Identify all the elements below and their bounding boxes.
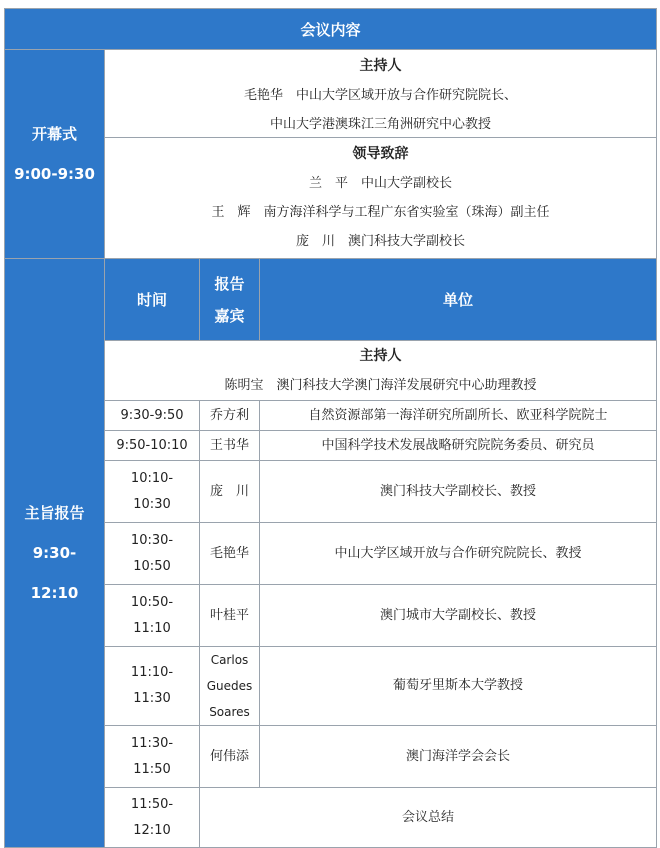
schedule-time-line: 9:30-9:50 <box>120 407 184 423</box>
schedule-time-line: 10:50- <box>130 594 174 610</box>
schedule-unit: 中国科学技术发展战略研究院院务委员、研究员 <box>260 431 657 461</box>
keynote-time-2: 12:10 <box>30 584 79 602</box>
schedule-speaker-line: Carlos <box>210 653 249 667</box>
schedule-time-line: 11:30- <box>130 735 174 751</box>
schedule-time-line: 11:10- <box>130 665 174 680</box>
opening-speech-block <box>105 138 656 258</box>
schedule-speaker <box>200 523 260 585</box>
schedule-time <box>105 401 200 431</box>
schedule-speaker <box>200 461 260 523</box>
schedule-speaker <box>200 647 260 726</box>
keynote-host-title: 主持人 <box>359 347 402 364</box>
opening-host-block <box>105 50 656 138</box>
schedule-time-line: 11:50 <box>133 761 171 777</box>
schedule-time-line: 11:30 <box>133 691 171 706</box>
opening-speech-title: 领导致辞 <box>352 146 409 162</box>
schedule-unit: 中山大学区域开放与合作研究院院长、教授 <box>260 523 657 585</box>
schedule-speaker-line: 何伟添 <box>209 748 249 764</box>
column-header-unit: 单位 <box>260 259 657 341</box>
opening-label: 开幕式 <box>31 125 77 143</box>
schedule-unit: 澳门科技大学副校长、教授 <box>260 461 657 523</box>
schedule-time <box>105 585 200 647</box>
keynote-header-row <box>5 259 657 341</box>
schedule-speaker <box>200 401 260 431</box>
schedule-time <box>105 726 200 788</box>
opening-time: 9:00-9:30 <box>14 165 95 183</box>
schedule-speaker-line: Guedes <box>206 679 253 693</box>
keynote-host-line: 陈明宝 澳门科技大学澳门海洋发展研究中心助理教授 <box>224 377 537 393</box>
schedule-time <box>105 647 200 726</box>
schedule-time <box>105 461 200 523</box>
schedule-time-line: 11:10 <box>133 620 171 636</box>
schedule-unit: 澳门城市大学副校长、教授 <box>260 585 657 647</box>
closing-time-line: 11:50- <box>130 796 174 812</box>
header-row <box>5 9 657 50</box>
opening-label-cell <box>5 50 105 259</box>
keynote-label-cell <box>5 259 105 848</box>
opening-host-line-2: 中山大学港澳珠江三角洲研究中心教授 <box>270 117 492 132</box>
schedule-unit: 澳门海洋学会会长 <box>260 726 657 788</box>
keynote-label: 主旨报告 <box>24 504 85 522</box>
schedule-time-line: 10:30- <box>130 532 174 548</box>
column-header-speaker-1: 报告 <box>214 274 245 293</box>
closing-time-line: 12:10 <box>133 822 171 838</box>
schedule-unit: 自然资源部第一海洋研究所副所长、欧亚科学院院士 <box>260 401 657 431</box>
opening-speech-line-1: 兰 平 中山大学副校长 <box>309 176 453 191</box>
agenda-table <box>4 8 657 848</box>
schedule-speaker-line: 庞 川 <box>209 483 249 499</box>
closing-text: 会议总结 <box>200 788 657 848</box>
schedule-time-line: 10:30 <box>133 496 171 512</box>
schedule-speaker-line: 叶桂平 <box>209 607 249 623</box>
schedule-speaker <box>200 726 260 788</box>
column-header-speaker <box>200 259 260 341</box>
schedule-time <box>105 431 200 461</box>
closing-time <box>105 788 200 848</box>
schedule-speaker <box>200 585 260 647</box>
schedule-time-line: 10:50 <box>133 558 171 574</box>
column-header-speaker-2: 嘉宾 <box>214 306 245 325</box>
schedule-speaker-line: 毛艳华 <box>209 545 249 561</box>
schedule-time-line: 10:10- <box>130 470 174 486</box>
table-title: 会议内容 <box>5 9 657 50</box>
keynote-time-1: 9:30- <box>32 544 77 562</box>
schedule-speaker-line: Soares <box>209 705 250 719</box>
opening-host-line-1: 毛艳华 中山大学区域开放与合作研究院院长、 <box>244 88 518 103</box>
opening-host-title: 主持人 <box>359 58 402 74</box>
schedule-time-line: 9:50-10:10 <box>116 437 188 453</box>
schedule-speaker-line: 乔方利 <box>209 407 249 423</box>
column-header-time: 时间 <box>105 259 200 341</box>
schedule-time <box>105 523 200 585</box>
keynote-host-cell <box>105 341 657 401</box>
schedule-speaker-line: 王书华 <box>209 437 249 453</box>
schedule-speaker <box>200 431 260 461</box>
opening-content <box>105 50 657 259</box>
opening-speech-line-2: 王 辉 南方海洋科学与工程广东省实验室（珠海）副主任 <box>211 205 550 220</box>
schedule-unit: 葡萄牙里斯本大学教授 <box>260 647 657 726</box>
opening-speech-line-3: 庞 川 澳门科技大学副校长 <box>296 234 466 249</box>
opening-row <box>5 50 657 259</box>
